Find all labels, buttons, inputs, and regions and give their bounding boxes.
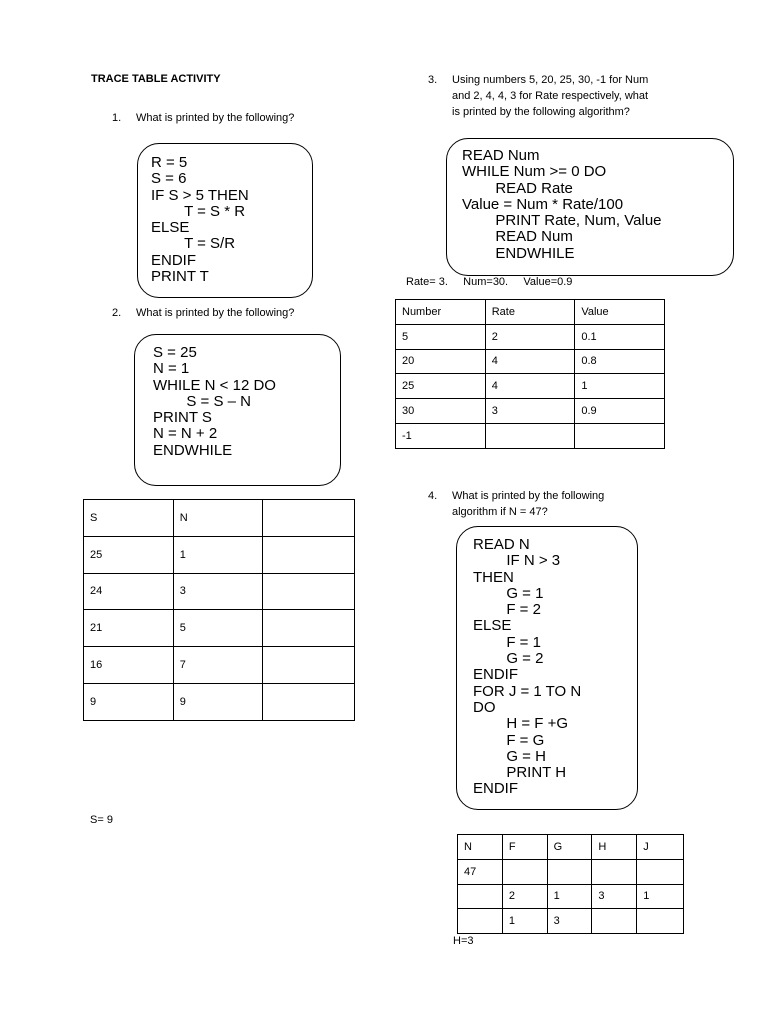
table-cell: 5: [173, 610, 263, 647]
table-cell: [575, 423, 665, 448]
q3-answer: Rate= 3. Num=30. Value=0.9: [406, 276, 573, 288]
table-cell: [592, 859, 637, 884]
question-1: [112, 110, 412, 126]
table-cell: [263, 683, 355, 720]
table-cell: F: [502, 835, 547, 860]
table-cell: [263, 573, 355, 610]
q3-trace-table: [395, 299, 665, 449]
table-cell: 47: [458, 859, 503, 884]
table-cell: Rate: [485, 300, 575, 325]
question-3-line-2: and 2, 4, 4, 3 for Rate respectively, what: [452, 90, 649, 102]
table-cell: 25: [396, 374, 486, 399]
table-cell: 4: [485, 349, 575, 374]
code-line: F = G: [473, 731, 545, 749]
question-2-text: What is printed by the following?: [136, 307, 295, 319]
table-cell: 4: [485, 374, 575, 399]
code-line: READ Rate: [462, 179, 573, 197]
table-cell: 25: [84, 536, 174, 573]
q3-code: [462, 148, 662, 262]
code-line: H = F +G: [473, 715, 569, 733]
table-header-row: [458, 835, 684, 860]
table-cell: 0.1: [575, 324, 665, 349]
question-1-text: What is printed by the following?: [136, 112, 295, 124]
table-cell: G: [547, 835, 592, 860]
table-cell: [458, 884, 503, 909]
table-row: [84, 610, 355, 647]
table-row: [396, 349, 665, 374]
q2-trace-table: [83, 499, 355, 721]
code-line: FOR J = 1 TO N: [473, 682, 582, 700]
table-cell: 3: [592, 884, 637, 909]
question-3: [428, 72, 758, 122]
code-line: S = S – N: [153, 392, 251, 410]
table-cell: 9: [173, 683, 263, 720]
table-cell: [637, 909, 684, 934]
question-3-line-1: Using numbers 5, 20, 25, 30, -1 for Num: [452, 74, 649, 86]
table-row: [396, 423, 665, 448]
table-cell: Number: [396, 300, 486, 325]
question-4-line-1: What is printed by the following: [452, 490, 605, 502]
code-line: READ N: [473, 536, 530, 553]
table-cell: [263, 500, 355, 537]
code-line: N = 1: [153, 360, 190, 378]
table-row: [84, 683, 355, 720]
table-cell: 20: [396, 349, 486, 374]
code-line: IF N > 3: [473, 552, 561, 570]
table-cell: [458, 909, 503, 934]
code-line: ELSE: [151, 219, 190, 237]
table-cell: [547, 859, 592, 884]
code-line: PRINT T: [151, 268, 209, 286]
question-4-line-2: algorithm if N = 47?: [452, 506, 548, 518]
table-row: [458, 909, 684, 934]
table-cell: 9: [84, 683, 174, 720]
table-row: [84, 647, 355, 684]
question-4-number: 4.: [428, 490, 438, 502]
document-title: TRACE TABLE ACTIVITY: [91, 73, 221, 85]
table-cell: 3: [485, 399, 575, 424]
table-cell: 2: [485, 324, 575, 349]
table-row: [458, 859, 684, 884]
table-cell: Value: [575, 300, 665, 325]
table-cell: 1: [575, 374, 665, 399]
table-cell: 1: [637, 884, 684, 909]
question-4: [428, 488, 758, 522]
code-line: S = 6: [151, 170, 187, 188]
code-line: Value = Num * Rate/100: [462, 195, 624, 213]
code-line: ENDWHILE: [153, 441, 233, 459]
table-cell: [592, 909, 637, 934]
table-cell: 1: [547, 884, 592, 909]
code-line: DO: [473, 698, 496, 716]
code-line: ENDIF: [151, 251, 196, 269]
table-cell: N: [458, 835, 503, 860]
table-cell: [263, 647, 355, 684]
table-cell: [263, 610, 355, 647]
code-line: ENDWHILE: [462, 244, 575, 262]
table-row: [84, 536, 355, 573]
table-cell: 3: [173, 573, 263, 610]
code-line: F = 2: [473, 601, 541, 619]
q2-code: [153, 345, 276, 459]
table-cell: 7: [173, 647, 263, 684]
question-3-line-3: is printed by the following algorithm?: [452, 106, 630, 118]
code-line: G = 2: [473, 650, 544, 668]
code-line: READ Num: [462, 228, 573, 246]
code-line: T = S/R: [151, 235, 236, 253]
code-line: PRINT Rate, Num, Value: [462, 212, 662, 230]
table-cell: 0.9: [575, 399, 665, 424]
code-line: READ Num: [462, 147, 540, 164]
q1-code: [151, 155, 249, 285]
code-line: IF S > 5 THEN: [151, 186, 249, 204]
table-cell: 30: [396, 399, 486, 424]
code-line: R = 5: [151, 154, 188, 171]
table-cell: -1: [396, 423, 486, 448]
code-line: WHILE N < 12 DO: [153, 376, 276, 394]
table-cell: [637, 859, 684, 884]
table-row: [458, 884, 684, 909]
question-2-number: 2.: [112, 307, 122, 319]
table-cell: 1: [502, 909, 547, 934]
code-line: T = S * R: [151, 202, 246, 220]
table-header-row: [84, 500, 355, 537]
question-3-number: 3.: [428, 74, 438, 86]
table-cell: 24: [84, 573, 174, 610]
code-line: THEN: [473, 568, 514, 586]
table-row: [396, 374, 665, 399]
table-cell: S: [84, 500, 174, 537]
table-row: [84, 573, 355, 610]
code-line: G = 1: [473, 584, 544, 602]
code-line: ELSE: [473, 617, 512, 635]
code-line: ENDIF: [473, 666, 518, 684]
question-2: [112, 305, 412, 321]
q4-answer: H=3: [453, 935, 474, 947]
table-cell: 2: [502, 884, 547, 909]
table-cell: 0.8: [575, 349, 665, 374]
question-1-number: 1.: [112, 112, 122, 124]
table-cell: 5: [396, 324, 486, 349]
code-line: WHILE Num >= 0 DO: [462, 163, 607, 181]
table-row: [396, 324, 665, 349]
table-cell: 1: [173, 536, 263, 573]
table-cell: N: [173, 500, 263, 537]
table-cell: [485, 423, 575, 448]
table-header-row: [396, 300, 665, 325]
q2-answer: S= 9: [90, 814, 113, 826]
table-row: [396, 399, 665, 424]
q4-code: [473, 537, 581, 798]
table-cell: [502, 859, 547, 884]
code-line: G = H: [473, 747, 546, 765]
code-line: PRINT S: [153, 409, 212, 427]
table-cell: J: [637, 835, 684, 860]
q4-trace-table: [457, 834, 684, 934]
table-cell: 16: [84, 647, 174, 684]
code-line: PRINT H: [473, 764, 567, 782]
code-line: ENDIF: [473, 780, 518, 798]
table-cell: H: [592, 835, 637, 860]
code-line: N = N + 2: [153, 425, 218, 443]
table-cell: 3: [547, 909, 592, 934]
code-line: F = 1: [473, 633, 541, 651]
code-line: S = 25: [153, 344, 197, 361]
table-cell: [263, 536, 355, 573]
table-cell: 21: [84, 610, 174, 647]
